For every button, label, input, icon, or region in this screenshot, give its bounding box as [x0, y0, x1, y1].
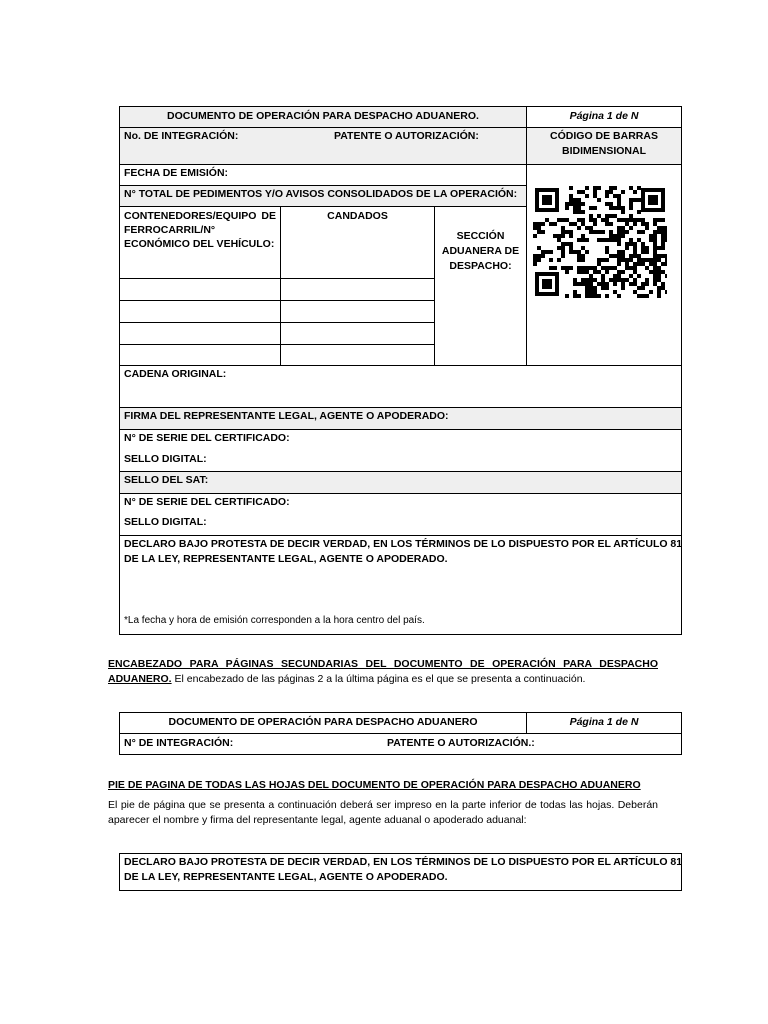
secondary-heading-bold: ADUANERO.	[108, 673, 172, 685]
secondary-heading-line-1: ENCABEZADO PARA PÁGINAS SECUNDARIAS DEL DOCUMENTO DE OPERACIÓN PARA DESPACHO	[108, 658, 658, 670]
total-pedimentos-label: N° TOTAL DE PEDIMENTOS Y/O AVISOS CONSOLIDADOS DE LA OPERACIÓN:	[124, 188, 518, 200]
candado-row	[280, 344, 435, 366]
declaro-line-1: DECLARO BAJO PROTESTA DE DECIR VERDAD, EN LOS TÉRMINOS DE LO DISPUESTO POR EL ARTÍCULO 81	[124, 538, 683, 550]
candado-row	[280, 322, 435, 345]
secondary-heading-line-2	[108, 672, 585, 686]
candados-label: CANDADOS	[327, 210, 388, 222]
emision-note: *La fecha y hora de emisión corresponden a la hora centro del país.	[124, 615, 425, 626]
candado-row	[280, 300, 435, 323]
cadena-original-label: CADENA ORIGINAL:	[124, 368, 227, 380]
integration-no-label: No. DE INTEGRACIÓN:	[124, 130, 239, 142]
sello-digital-2: SELLO DIGITAL:	[124, 516, 207, 528]
contenedores-line-1: CONTENEDORES/EQUIPO DE	[124, 210, 276, 222]
container-row	[119, 278, 281, 301]
candado-row	[280, 278, 435, 301]
secondary-integration-label: N° DE INTEGRACIÓN:	[124, 737, 234, 749]
fecha-emision-label: FECHA DE EMISIÓN:	[124, 167, 229, 179]
firma-label: FIRMA DEL REPRESENTANTE LEGAL, AGENTE O APODERADO:	[124, 410, 449, 422]
footer-box-line-1: DECLARO BAJO PROTESTA DE DECIR VERDAD, EN LOS TÉRMINOS DE LO DISPUESTO POR EL ARTÍCULO 81	[124, 856, 683, 868]
contenedores-line-3: ECONÓMICO DEL VEHÍCULO:	[124, 238, 275, 250]
patente-label: PATENTE O AUTORIZACIÓN:	[334, 130, 479, 142]
main-title: DOCUMENTO DE OPERACIÓN PARA DESPACHO ADUANERO.	[167, 110, 479, 122]
secondary-heading-rest: El encabezado de las páginas 2 a la última página es el que se presenta a continuación.	[171, 673, 586, 685]
seccion-line-1: SECCIÓN	[456, 230, 505, 242]
contenedores-line-2: FERROCARRIL/N°	[124, 224, 216, 236]
secondary-title: DOCUMENTO DE OPERACIÓN PARA DESPACHO ADUANERO	[168, 716, 478, 728]
footer-heading: PIE DE PAGINA DE TODAS LAS HOJAS DEL DOCUMENTO DE OPERACIÓN PARA DESPACHO ADUANERO	[108, 779, 641, 791]
seccion-line-3: DESPACHO:	[449, 260, 512, 272]
seccion-line-2: ADUANERA DE	[441, 245, 520, 257]
serie-certificado-2: N° DE SERIE DEL CERTIFICADO:	[124, 496, 290, 508]
qr-code-icon	[533, 186, 667, 298]
main-page-label: Página 1 de N	[569, 110, 639, 122]
container-row	[119, 322, 281, 345]
secondary-patente-label: PATENTE O AUTORIZACIÓN.:	[387, 737, 535, 749]
footer-body-line-1: El pie de página que se presenta a continuación deberá ser impreso en la parte inferior de todas las hojas. Deberán	[108, 799, 658, 811]
secondary-page-label: Página 1 de N	[569, 716, 639, 728]
sello-digital-1: SELLO DIGITAL:	[124, 453, 207, 465]
serie-certificado-1: N° DE SERIE DEL CERTIFICADO:	[124, 432, 290, 444]
footer-body-line-2: aparecer el nombre y firma del representante legal, agente aduanal o apoderado aduanal:	[108, 814, 527, 826]
declaro-line-2: DE LA LEY, REPRESENTANTE LEGAL, AGENTE O APODERADO.	[124, 553, 448, 565]
barcode-title-1: CÓDIGO DE BARRAS	[550, 130, 658, 142]
sello-sat-label: SELLO DEL SAT:	[124, 474, 209, 486]
footer-box-line-2: DE LA LEY, REPRESENTANTE LEGAL, AGENTE O APODERADO.	[124, 871, 448, 883]
container-row	[119, 300, 281, 323]
container-row	[119, 344, 281, 366]
barcode-title-2: BIDIMENSIONAL	[562, 145, 646, 157]
